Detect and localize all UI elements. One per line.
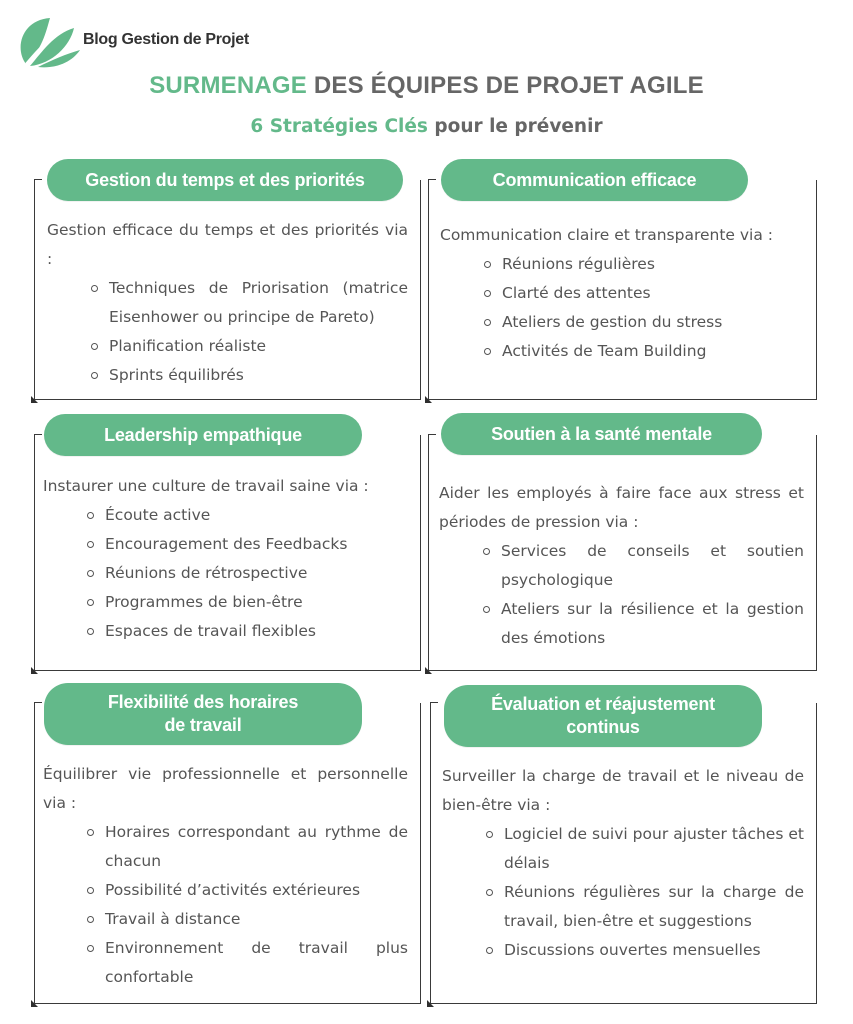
list-item: Logiciel de suivi pour ajuster tâches et délais xyxy=(486,820,804,878)
list-item: Ateliers de gestion du stress xyxy=(484,308,804,337)
subtitle-accent: 6 Stratégies Clés xyxy=(250,116,428,137)
card-title-mental-health: Soutien à la santé mentale xyxy=(441,413,762,455)
corner-accent xyxy=(31,396,38,403)
title-rest: DES ÉQUIPES DE PROJET AGILE xyxy=(307,72,704,99)
list-item: Réunions de rétrospective xyxy=(87,559,408,588)
title-accent: SURMENAGE xyxy=(149,72,307,99)
brand-name: Blog Gestion de Projet xyxy=(83,31,249,48)
card-title-line: continus xyxy=(566,717,640,737)
card-time-management xyxy=(34,180,421,400)
card-intro: Surveiller la charge de travail et le niveau de bien-être via : xyxy=(442,767,804,814)
card-intro: Aider les employés à faire face aux stress et périodes de pression via : xyxy=(439,484,804,531)
card-mental-health xyxy=(428,435,817,671)
card-list xyxy=(442,820,804,965)
card-title-leadership: Leadership empathique xyxy=(44,414,362,456)
card-evaluation xyxy=(430,703,817,1004)
list-item: Planification réaliste xyxy=(91,332,408,361)
list-item: Techniques de Priorisation (matrice Eisenhower ou principe de Pareto) xyxy=(91,274,408,332)
list-item: Ateliers sur la résilience et la gestion des émotions xyxy=(483,595,804,653)
card-leadership xyxy=(34,435,421,671)
card-list xyxy=(440,250,804,366)
card-intro: Gestion efficace du temps et des priorités via : xyxy=(47,221,408,268)
corner-accent xyxy=(31,667,38,674)
list-item: Possibilité d’activités extérieures xyxy=(87,876,408,905)
list-item: Horaires correspondant au rythme de chacun xyxy=(87,818,408,876)
list-item: Discussions ouvertes mensuelles xyxy=(486,936,804,965)
card-title-time-management: Gestion du temps et des priorités xyxy=(47,159,403,201)
list-item: Clarté des attentes xyxy=(484,279,804,308)
card-intro: Communication claire et transparente via : xyxy=(440,226,774,244)
subtitle-rest: pour le prévenir xyxy=(427,116,603,137)
list-item: Écoute active xyxy=(87,501,408,530)
card-list xyxy=(43,818,408,992)
card-list xyxy=(43,501,408,646)
card-flexibility xyxy=(34,703,421,1004)
card-intro: Instaurer une culture de travail saine via : xyxy=(43,477,369,495)
corner-accent xyxy=(31,1000,38,1007)
card-title-flexibility xyxy=(44,683,362,745)
corner-accent xyxy=(425,396,432,403)
card-intro: Équilibrer vie professionnelle et personnelle via : xyxy=(43,765,408,812)
card-title-communication: Communication efficace xyxy=(441,159,748,201)
list-item: Encouragement des Feedbacks xyxy=(87,530,408,559)
card-list xyxy=(439,537,804,653)
card-list xyxy=(47,274,408,390)
list-item: Environnement de travail plus confortable xyxy=(87,934,408,992)
list-item: Services de conseils et soutien psychologique xyxy=(483,537,804,595)
list-item: Réunions régulières xyxy=(484,250,804,279)
list-item: Sprints équilibrés xyxy=(91,361,408,390)
list-item: Programmes de bien-être xyxy=(87,588,408,617)
corner-accent xyxy=(427,1000,434,1007)
card-title-line: Évaluation et réajustement xyxy=(491,694,715,714)
list-item: Travail à distance xyxy=(87,905,408,934)
list-item: Réunions régulières sur la charge de travail, bien-être et suggestions xyxy=(486,878,804,936)
page-title xyxy=(0,72,853,100)
list-item: Espaces de travail flexibles xyxy=(87,617,408,646)
card-title-line: de travail xyxy=(164,715,242,735)
page-subtitle xyxy=(0,116,853,137)
blog-logo-icon xyxy=(16,12,88,72)
card-communication xyxy=(428,180,817,400)
card-title-line: Flexibilité des horaires xyxy=(107,692,299,712)
corner-accent xyxy=(425,667,432,674)
list-item: Activités de Team Building xyxy=(484,337,804,366)
card-title-evaluation xyxy=(444,685,762,747)
